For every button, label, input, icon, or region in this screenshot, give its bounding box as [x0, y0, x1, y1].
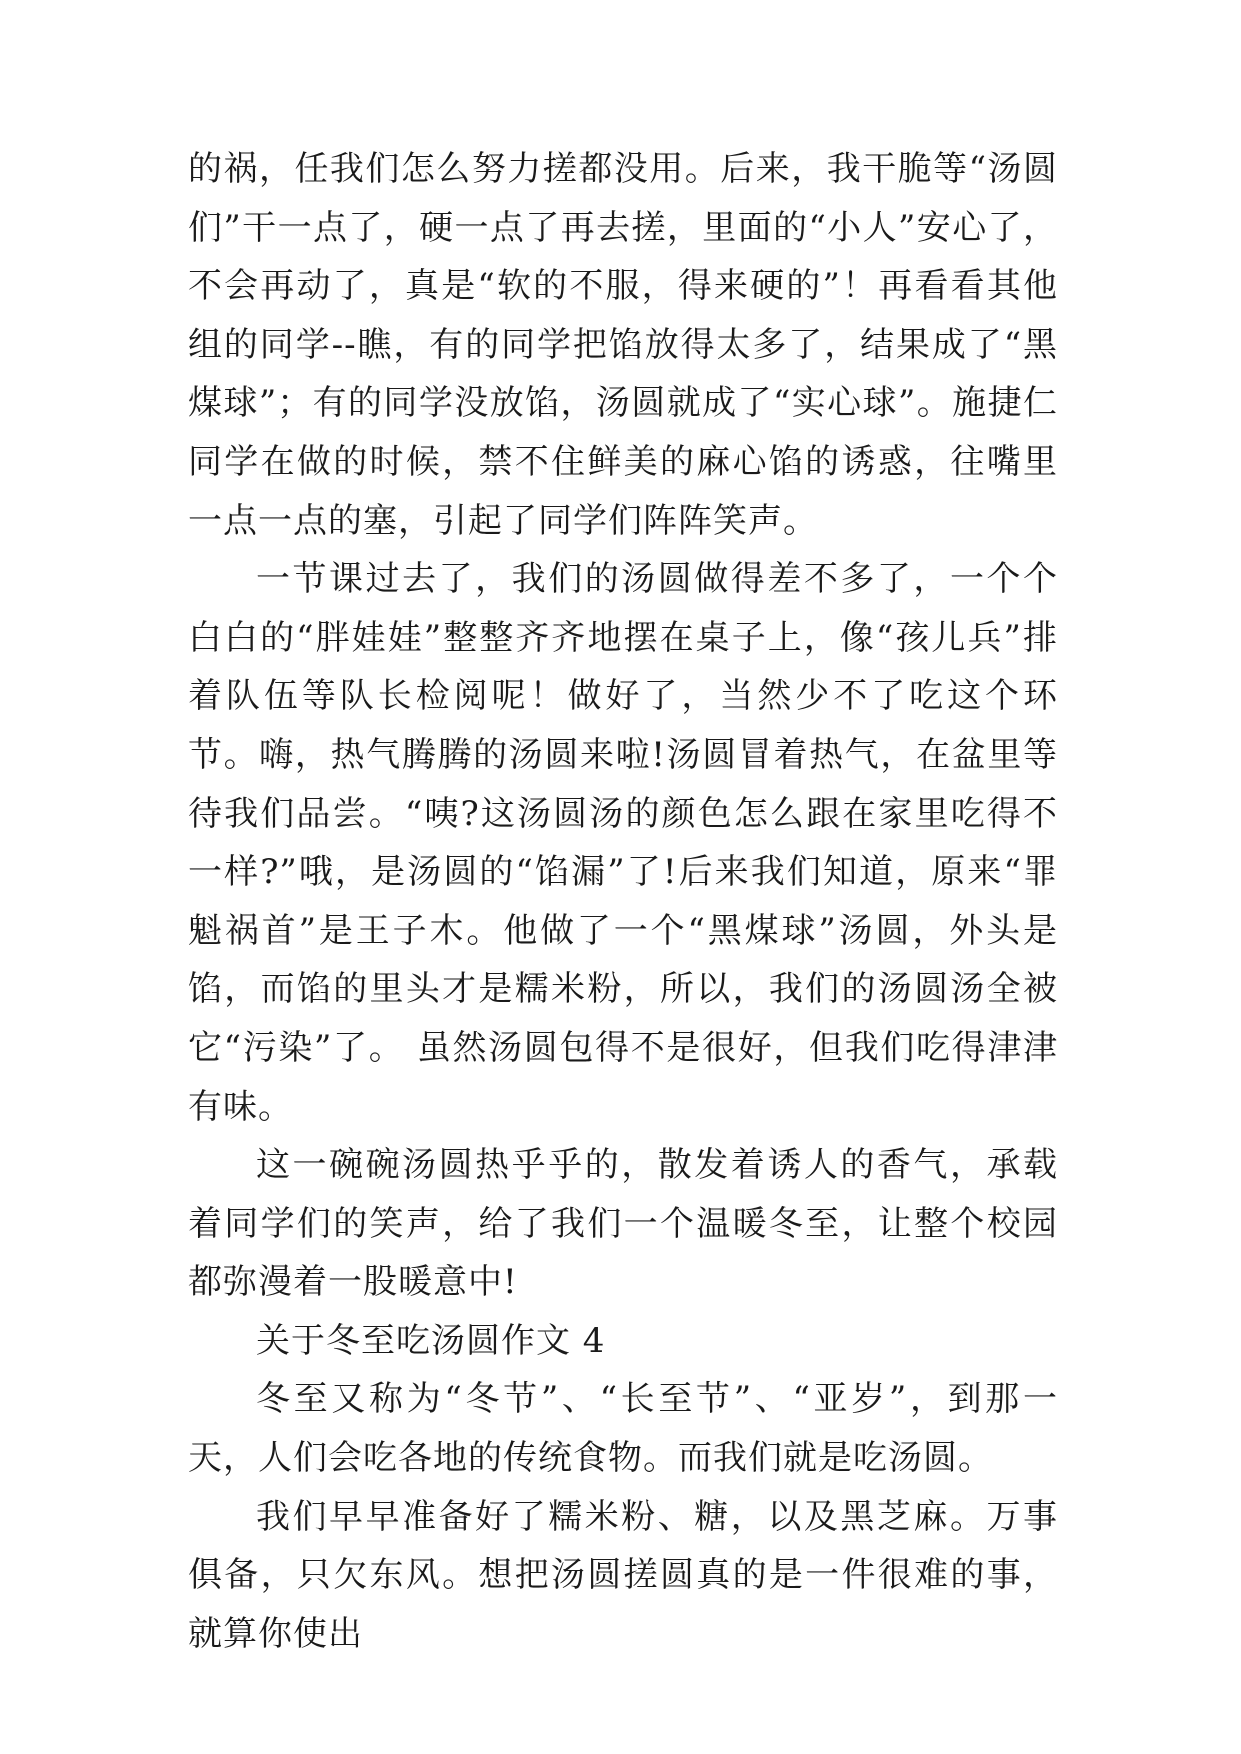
- document-body: [188, 140, 1058, 1663]
- paragraph-preparation: 我们早早准备好了糯米粉、糖，以及黑芝麻。万事俱备，只欠东风。想把汤圆搓圆真的是一件很难的事，就算你使出: [188, 1496, 1058, 1654]
- paragraph-continued: 的祸，任我们怎么努力搓都没用。后来，我干脆等“汤圆们”干一点了，硬一点了再去搓，里面的“小人”安心了，不会再动了，真是“软的不服，得来硬的”！再看看其他组的同学--瞧，有的同学把馅放得太多了，结果成了“黑煤球”；有的同学没放馅，汤圆就成了“实心球”。施捷仁同学在做的时候，禁不住鲜美的麻心馅的诱惑，往嘴里一点一点的塞，引起了同学们阵阵笑声。: [188, 149, 1058, 541]
- paragraph-conclusion: 这一碗碗汤圆热乎乎的，散发着诱人的香气，承载着同学们的笑声，给了我们一个温暖冬至，让整个校园都弥漫着一股暖意中!: [188, 1145, 1058, 1303]
- paragraph-making-tangyuan: 一节课过去了，我们的汤圆做得差不多了，一个个白白的“胖娃娃”整整齐齐地摆在桌子上，像“孩儿兵”排着队伍等队长检阅呢！做好了，当然少不了吃这个环节。嗨，热气腾腾的汤圆来啦!汤圆冒着热气，在盆里等待我们品尝。“咦?这汤圆汤的颜色怎么跟在家里吃得不一样?”哦，是汤圆的“馅漏”了!后来我们知道，原来“罪魁祸首”是王子木。他做了一个“黑煤球”汤圆，外头是馅，而馅的里头才是糯米粉，所以，我们的汤圆汤全被它“污染”了。 虽然汤圆包得不是很好，但我们吃得津津有味。: [188, 559, 1058, 1127]
- section-heading: 关于冬至吃汤圆作文 4: [256, 1320, 606, 1361]
- paragraph-winter-solstice-intro: 冬至又称为“冬节”、“长至节”、“亚岁”，到那一天，人们会吃各地的传统食物。而我们就是吃汤圆。: [188, 1379, 1058, 1479]
